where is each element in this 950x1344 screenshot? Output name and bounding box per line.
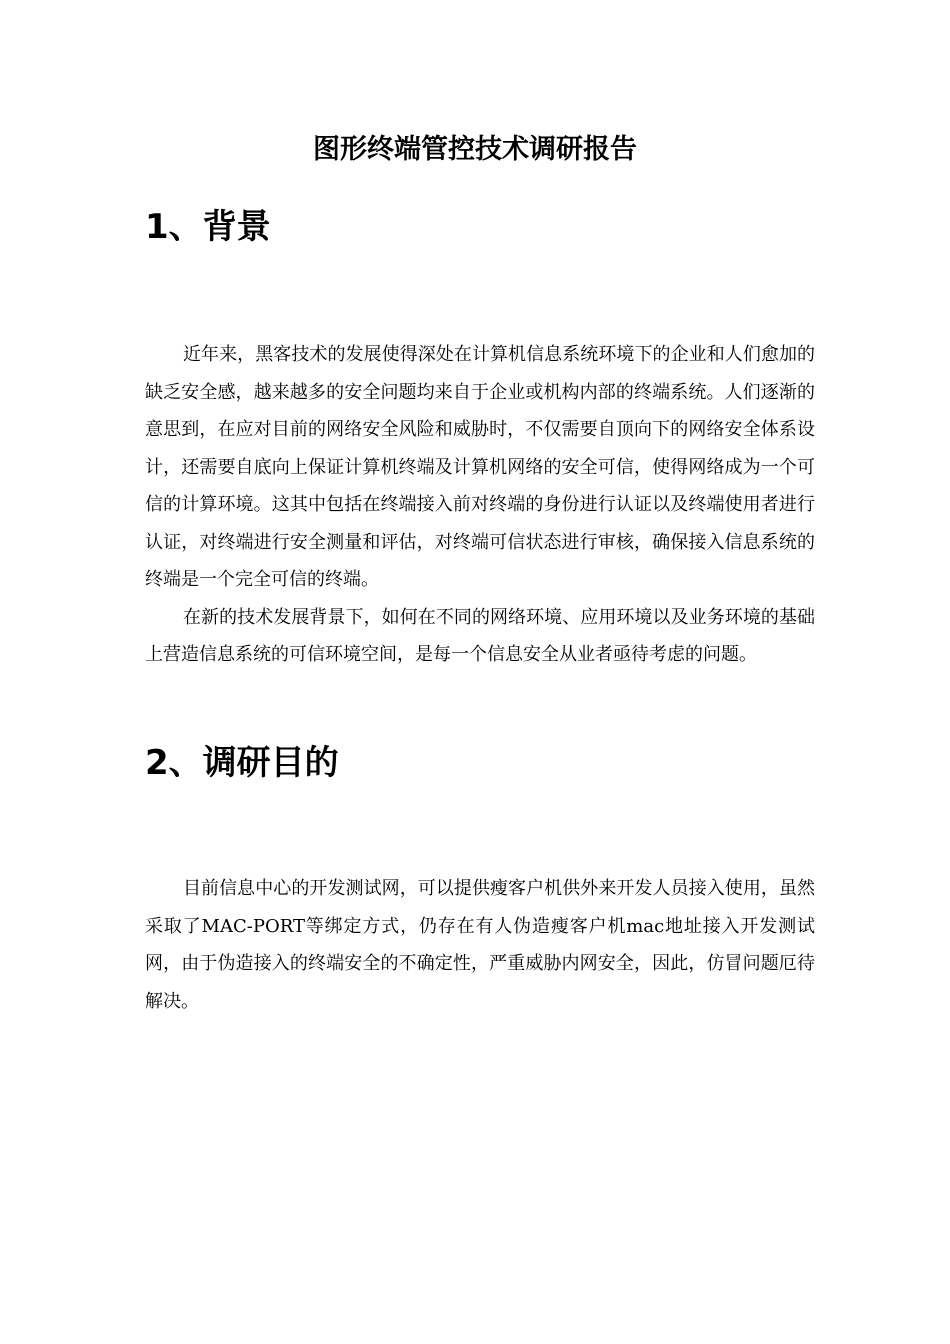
- paragraph: 目前信息中心的开发测试网，可以提供瘦客户机供外来开发人员接入使用，虽然采取了MAC-PORT等绑定方式，仍存在有人伪造瘦客户机mac地址接入开发测试网，由于伪造接入的终端安全的不确定性，严重威胁内网安全，因此，仿冒问题厄待解决。: [145, 878, 815, 1012]
- paragraph: 在新的技术发展背景下，如何在不同的网络环境、应用环境以及业务环境的基础上营造信息系统的可信环境空间，是每一个信息安全从业者亟待考虑的问题。: [145, 606, 815, 665]
- section-heading-research-purpose: 2、调研目的: [145, 743, 339, 783]
- section-body-background: [145, 336, 815, 674]
- section-heading-background: 1、背景: [145, 207, 271, 247]
- section-body-research-purpose: [145, 870, 815, 1020]
- paragraph: 近年来，黑客技术的发展使得深处在计算机信息系统环境下的企业和人们愈加的缺乏安全感，越来越多的安全问题均来自于企业或机构内部的终端系统。人们逐渐的意思到，在应对目前的网络安全风险和威胁时，不仅需要自顶向下的网络安全体系设计，还需要自底向上保证计算机终端及计算机网络的安全可信，使得网络成为一个可信的计算环境。这其中包括在终端接入前对终端的身份进行认证以及终端使用者进行认证，对终端进行安全测量和评估，对终端可信状态进行审核，确保接入信息系统的终端是一个完全可信的终端。: [145, 344, 815, 590]
- document-title: 图形终端管控技术调研报告: [313, 134, 637, 165]
